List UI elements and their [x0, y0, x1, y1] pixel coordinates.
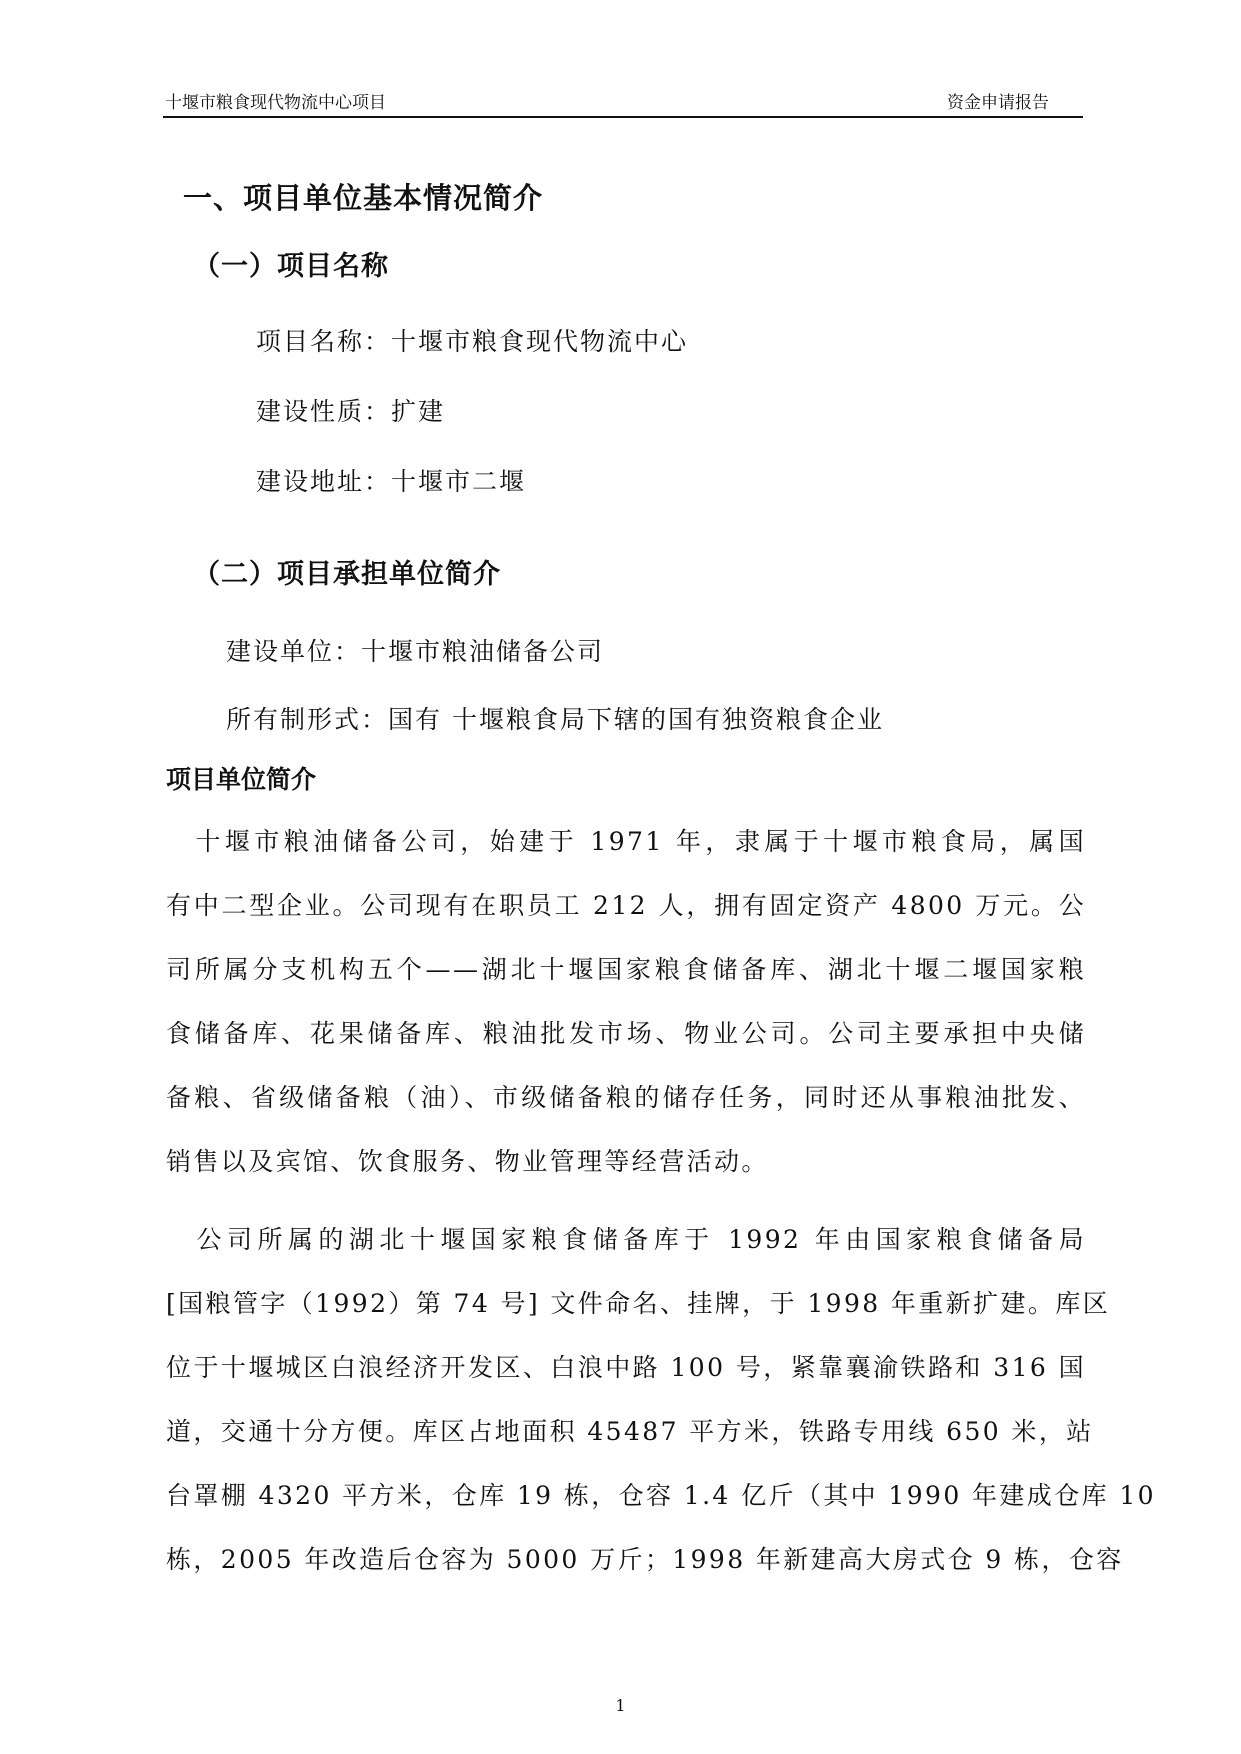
subsection-heading-unit-intro: （二）项目承担单位简介 — [193, 559, 501, 590]
paragraph-line: [国粮管字（1992）第 74 号] 文件命名、挂牌，于 1998 年重新扩建。库区 — [166, 1289, 1111, 1318]
header-document-type: 资金申请报告 — [947, 93, 1049, 113]
page-number: 1 — [615, 1696, 626, 1715]
field-construction-nature: 建设性质：扩建 — [256, 397, 446, 426]
paragraph-reserve-depot — [166, 1208, 1156, 1592]
field-project-name: 项目名称：十堰市粮食现代物流中心 — [256, 327, 689, 356]
unit-intro-heading: 项目单位简介 — [166, 765, 317, 794]
page-header — [163, 84, 1083, 118]
paragraph-line: 有中二型企业。公司现有在职员工 212 人，拥有固定资产 4800 万元。公 — [166, 891, 1086, 920]
field-construction-address: 建设地址：十堰市二堰 — [256, 467, 527, 496]
section-heading: 一、项目单位基本情况简介 — [183, 181, 544, 215]
paragraph-line: 十堰市粮油储备公司，始建于 1971 年，隶属于十堰市粮食局，属国 — [166, 827, 1086, 856]
subsection-heading-project-name: （一）项目名称 — [193, 251, 389, 282]
paragraph-line: 司所属分支机构五个——湖北十堰国家粮食储备库、湖北十堰二堰国家粮 — [166, 955, 1086, 984]
paragraph-line: 栋，2005 年改造后仓容为 5000 万斤；1998 年新建高大房式仓 9 栋，仓容 — [166, 1545, 1124, 1574]
header-project-title: 十堰市粮食现代物流中心项目 — [165, 93, 386, 113]
field-ownership-form: 所有制形式：国有 十堰粮食局下辖的国有独资粮食企业 — [226, 705, 884, 734]
paragraph-line: 道，交通十分方便。库区占地面积 45487 平方米，铁路专用线 650 米，站 — [166, 1417, 1094, 1446]
paragraph-line: 位于十堰城区白浪经济开发区、白浪中路 100 号，紧靠襄渝铁路和 316 国 — [166, 1353, 1086, 1382]
paragraph-line: 备粮、省级储备粮（油）、市级储备粮的储存任务，同时还从事粮油批发、 — [166, 1083, 1086, 1112]
paragraph-line: 台罩棚 4320 平方米，仓库 19 栋，仓容 1.4 亿斤（其中 1990 年建成仓库 10 — [166, 1481, 1156, 1510]
paragraph-line: 销售以及宾馆、饮食服务、物业管理等经营活动。 — [166, 1147, 769, 1176]
field-construction-unit: 建设单位：十堰市粮油储备公司 — [226, 637, 605, 666]
paragraph-line: 食储备库、花果储备库、粮油批发市场、物业公司。公司主要承担中央储 — [166, 1019, 1086, 1048]
paragraph-line: 公司所属的湖北十堰国家粮食储备库于 1992 年由国家粮食储备局 — [166, 1225, 1086, 1254]
paragraph-company-overview — [166, 810, 1086, 1194]
